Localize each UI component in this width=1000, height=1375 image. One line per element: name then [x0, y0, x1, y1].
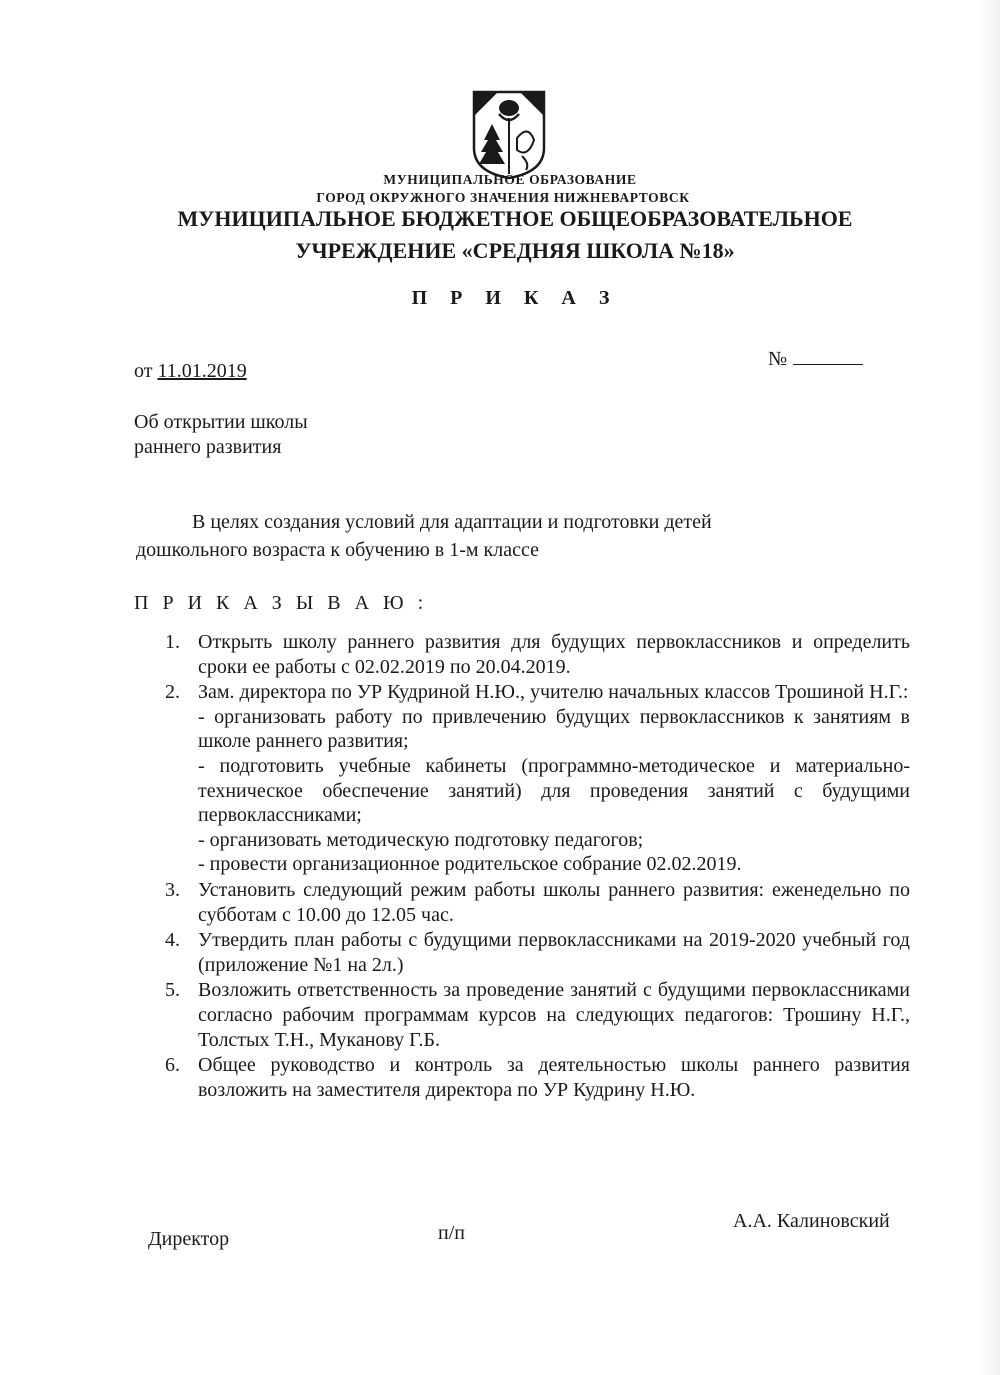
item-text: Зам. директора по УР Кудриной Н.Ю., учителю начальных классов Трошиной Н.Г.:: [198, 681, 909, 704]
item-text: Возложить ответственность за проведение занятий с будущими первоклассниками согласно рабочим программам курсов на следующих педагогов: Трошину Н.Г., Толстых Т.Н., Муканову Г.Б.: [198, 979, 910, 1051]
item-number: 2.: [165, 681, 180, 704]
order-item: [165, 878, 910, 927]
date-value: 11.01.2019: [157, 360, 247, 382]
signature-role: Директор: [148, 1228, 230, 1250]
item-number: 4.: [165, 929, 180, 952]
header-institution-line1: МУНИЦИПАЛЬНОЕ БЮДЖЕТНОЕ ОБЩЕОБРАЗОВАТЕЛЬНОЕ: [177, 206, 853, 231]
order-item: [165, 1053, 910, 1102]
item-number: 5.: [165, 979, 180, 1002]
number-blank: [793, 346, 863, 365]
order-item: [165, 978, 910, 1052]
item-number: 1.: [165, 631, 180, 653]
signature-name: А.А. Калиновский: [733, 1210, 890, 1232]
header-institution-line2: УЧРЕЖДЕНИЕ «СРЕДНЯЯ ШКОЛА №18»: [295, 238, 735, 263]
header-municipality: МУНИЦИПАЛЬНОЕ ОБРАЗОВАНИЕ: [383, 172, 637, 187]
subject-line: раннего развития: [134, 436, 282, 458]
coat-of-arms-icon: [470, 88, 548, 180]
order-item: [165, 928, 910, 977]
sub-item: - подготовить учебные кабинеты (программно-методическое и материально-техническое обеспечение занятий) для проведения занятий с будущими первоклассниками;: [198, 754, 910, 827]
preamble: [136, 508, 816, 564]
number-label: №: [768, 348, 788, 370]
order-word: П Р И К А З Ы В А Ю :: [134, 592, 428, 614]
item-number: 3.: [165, 878, 180, 901]
order-date: [134, 360, 247, 383]
subject-line: Об открытии школы: [134, 411, 308, 433]
date-prefix: от: [134, 360, 153, 382]
item-text: Утвердить план работы с будущими первоклассниками на 2019-2020 учебный год (приложение №1 на 2л.): [198, 929, 910, 976]
sub-item: - организовать работу по привлечению будущих первоклассников к занятиям в школе раннего развития;: [198, 705, 910, 753]
header-city: ГОРОД ОКРУЖНОГО ЗНАЧЕНИЯ НИЖНЕВАРТОВСК: [316, 190, 690, 205]
item-text: Общее руководство и контроль за деятельностью школы раннего развития возложить на заместителя директора по УР Кудрину Н.Ю.: [198, 1054, 910, 1101]
document-title: П Р И К А З: [411, 287, 619, 309]
order-items: [165, 630, 910, 1103]
preamble-line: В целях создания условий для адаптации и подготовки детей: [192, 511, 712, 533]
order-item: [165, 630, 910, 679]
item-number: 6.: [165, 1054, 180, 1077]
order-item: [165, 680, 910, 877]
item-text: Установить следующий режим работы школы раннего развития: еженедельно по субботам с 10.00 до 12.05 час.: [198, 878, 910, 926]
sub-item: - провести организационное родительское собрание 02.02.2019.: [198, 853, 742, 876]
sub-item: - организовать методическую подготовку педагогов;: [198, 828, 644, 851]
order-number: [768, 346, 863, 371]
item-text: Открыть школу раннего развития для будущих первоклассников и определить сроки ее работы с 02.02.2019 по 20.04.2019.: [198, 631, 910, 678]
signature-mark: п/п: [438, 1222, 465, 1244]
preamble-line: дошкольного возраста к обучению в 1-м классе: [136, 539, 539, 561]
order-subject: [134, 410, 308, 460]
